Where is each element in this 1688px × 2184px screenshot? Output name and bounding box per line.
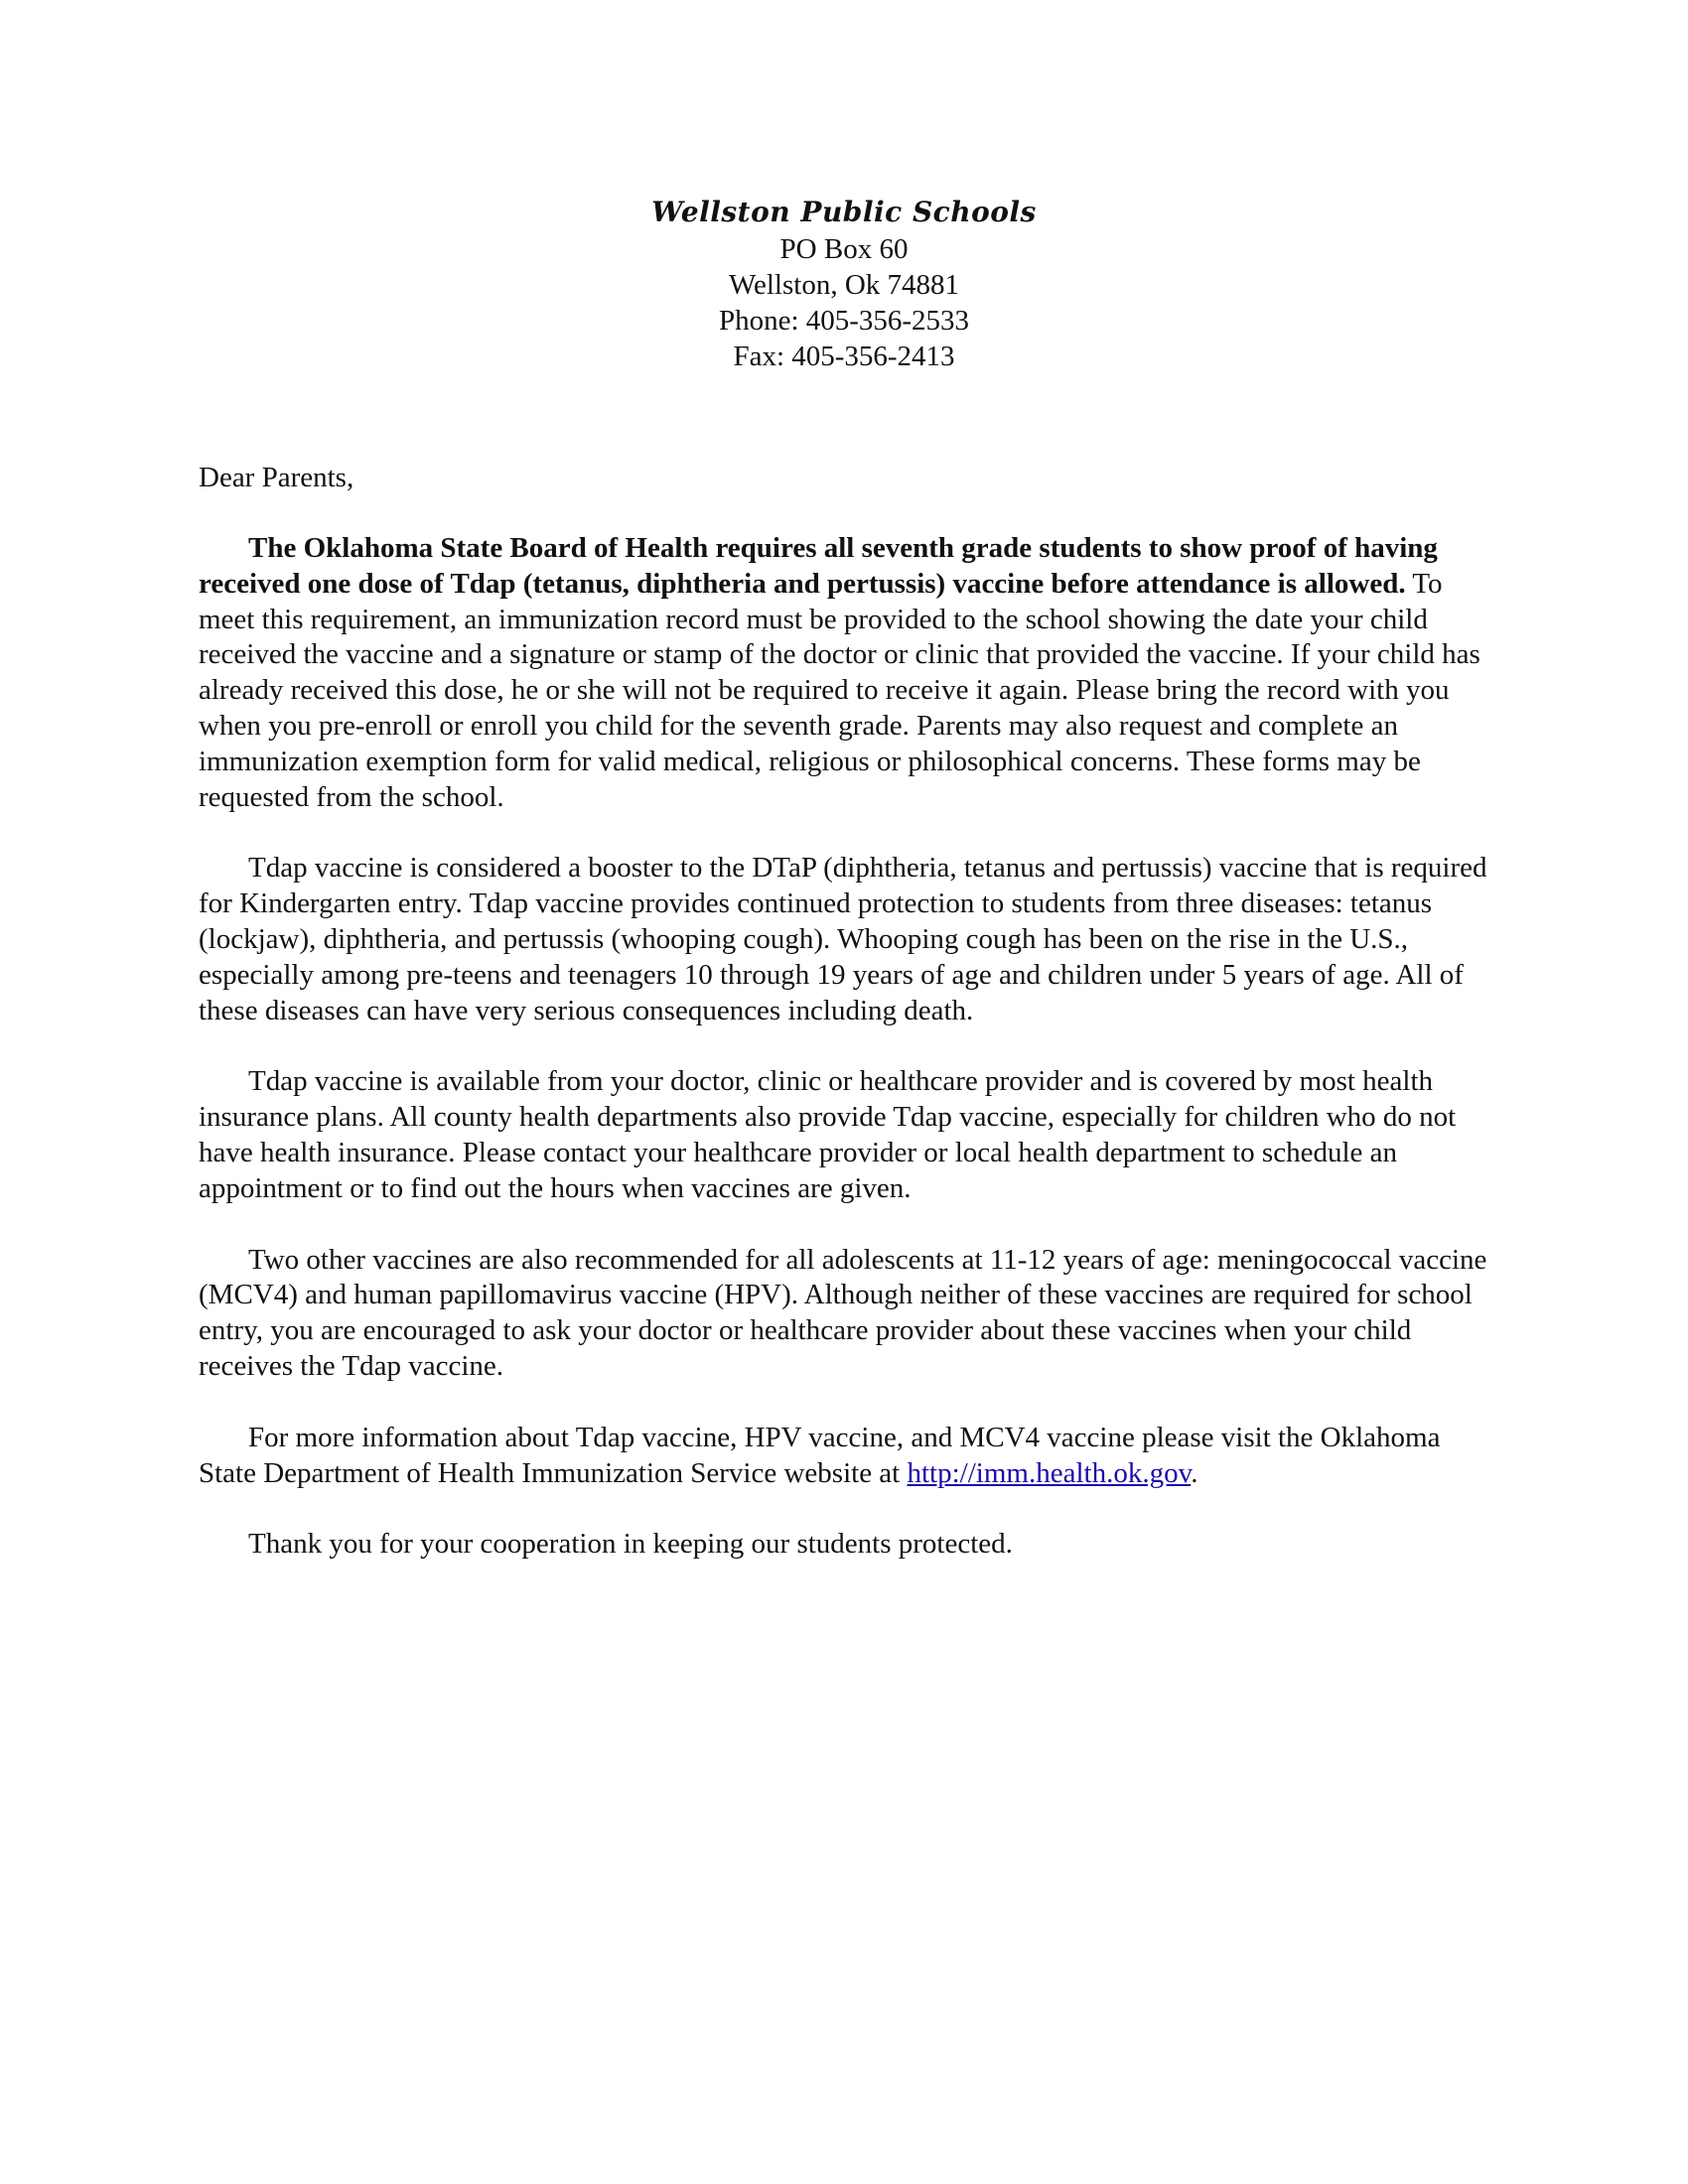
letterhead	[199, 194, 1489, 374]
address-line-2: Wellston, Ok 74881	[728, 269, 960, 301]
letter-body	[199, 531, 1489, 1563]
paragraph-availability: Tdap vaccine is available from your doctor, clinic or healthcare provider and is covered by most health insurance plans. All county health departments also provide Tdap vaccine, especially for children who do not have health insurance. Please contact your healthcare provider or local health department to schedule an appointment or to find out the hours when vaccines are given.	[199, 1065, 1457, 1204]
paragraph-more-info	[199, 1421, 1489, 1492]
address-line-1: PO Box 60	[779, 233, 909, 265]
paragraph-requirement	[199, 531, 1489, 815]
paragraph-thank-you: Thank you for your cooperation in keeping our students protected.	[248, 1528, 1013, 1561]
paragraph-other-vaccines: Two other vaccines are also recommended for all adolescents at 11-12 years of age: meningococcal vaccine (MCV4) and human papillomavirus vaccine (HPV). Although neither of these vaccines are required for school entry, you are encouraged to ask your doctor or healthcare provider about these vaccines when your child receives the Tdap vaccine.	[199, 1243, 1487, 1382]
fax-number: Fax: 405-356-2413	[733, 341, 955, 372]
more-info-end: .	[1191, 1456, 1198, 1489]
phone-number: Phone: 405-356-2533	[718, 305, 970, 337]
immunization-website-link[interactable]: http://imm.health.ok.gov	[907, 1456, 1192, 1489]
requirement-statement: The Oklahoma State Board of Health requires all seventh grade students to show proof of having received one dose of Tdap (tetanus, diphtheria and pertussis) vaccine before attendance is allowed.	[199, 532, 1438, 600]
salutation: Dear Parents,	[199, 462, 354, 493]
letter-page	[199, 194, 1489, 1563]
school-name: Wellston Public Schools	[651, 196, 1037, 228]
requirement-details: To meet this requirement, an immunization record must be provided to the school showing the date your child received the vaccine and a signature or stamp of the doctor or clinic that provided the vaccine. If your child has already received this dose, he or she will not be required to receive it again. Please bring the record with you when you pre-enroll or enroll you child for the seventh grade. Parents may also request and complete an immunization exemption form for valid medical, religious or philosophical concerns. These forms may be requested from the school.	[199, 567, 1480, 813]
paragraph-booster-info: Tdap vaccine is considered a booster to the DTaP (diphtheria, tetanus and pertussis) vaccine that is required for Kindergarten entry. Tdap vaccine provides continued protection to students from three diseases: tetanus (lockjaw), diphtheria, and pertussis (whooping cough). Whooping cough has been on the rise in the U.S., especially among pre-teens and teenagers 10 through 19 years of age and children under 5 years of age. All of these diseases can have very serious consequences including death.	[199, 852, 1487, 1026]
more-info-text: For more information about Tdap vaccine, HPV vaccine, and MCV4 vaccine please visit the Oklahoma State Department of Health Immunization Service website at	[199, 1421, 1441, 1489]
